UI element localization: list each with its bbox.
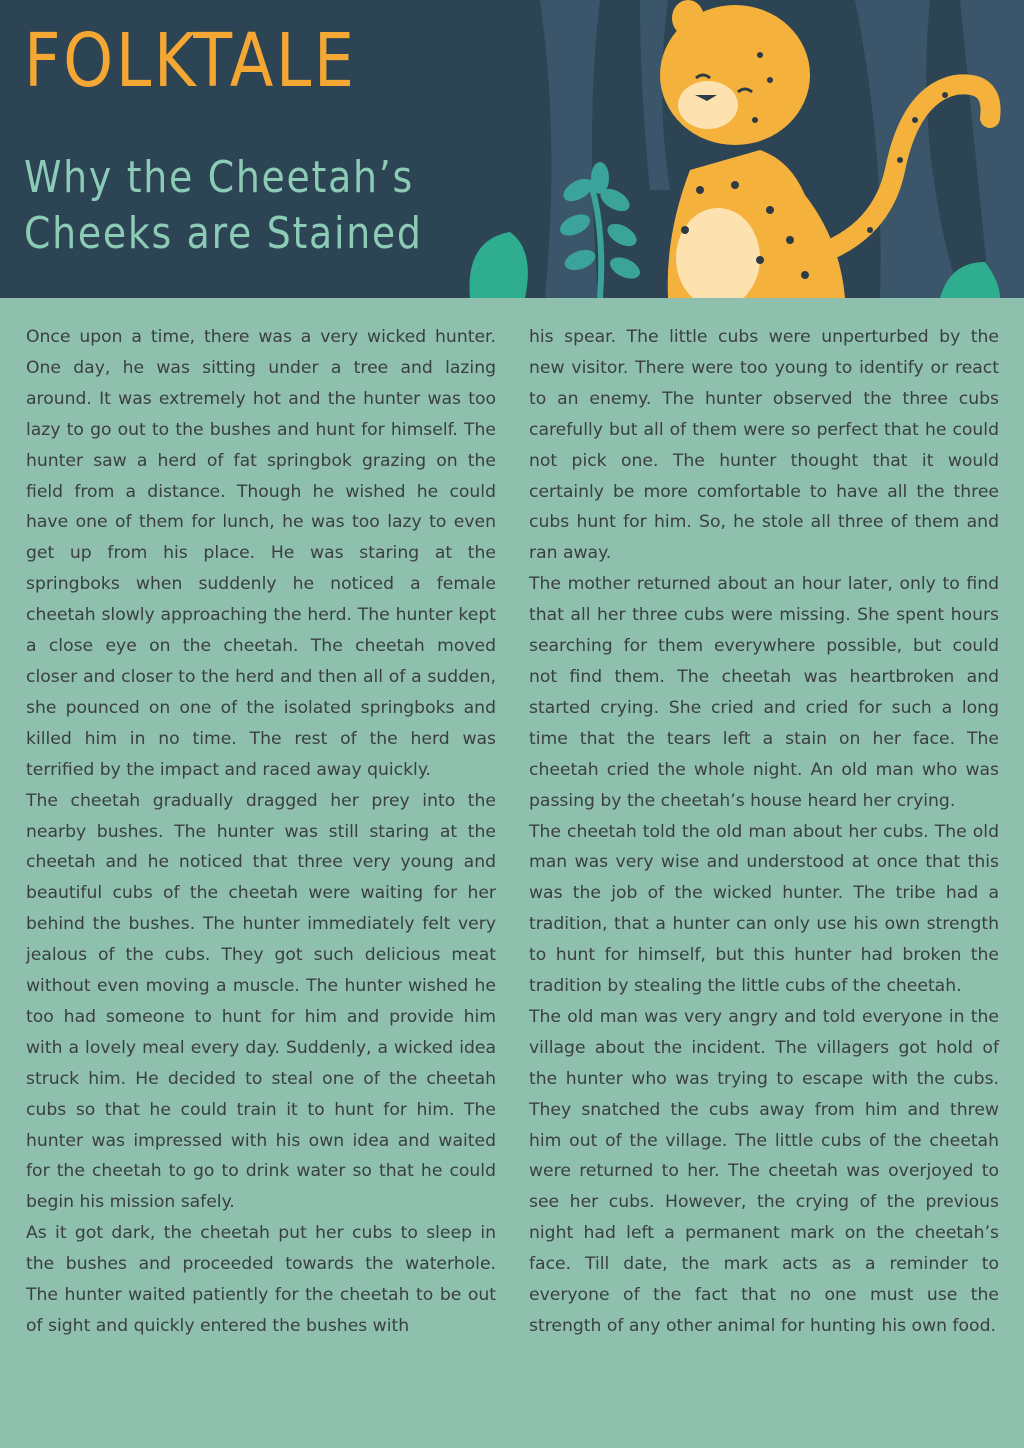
story-paragraph: As it got dark, the cheetah put her cubs to sleep in the bushes and proceeded towards the waterhole. The hunter waited patiently for the cheetah to be out of sight and quickly entered the bushes with — [26, 1223, 496, 1336]
story-paragraph: his spear. The little cubs were unperturbed by the new visitor. There were too young to identify or react to an enemy. The hunter observed the three cubs carefully but all of them were so perfect that he could not pick one. The hunter thought that it would certainly be more comfortable to have all the three cubs hunt for him. So, he stole all three of them and ran away. — [529, 327, 999, 564]
subtitle-line-1: Why the Cheetah’s — [24, 152, 414, 203]
story-subtitle — [24, 150, 423, 262]
page-title: FOLKTALE — [24, 18, 357, 104]
header-banner — [0, 0, 1024, 298]
story-paragraph: The cheetah gradually dragged her prey into the nearby bushes. The hunter was still staring at the cheetah and he noticed that three very young and beautiful cubs of the cheetah were waiting for her behind the bushes. The hunter immediately felt very jealous of the cubs. They got such delicious meat without even moving a muscle. The hunter wished he too had someone to hunt for him and provide him with a lovely meal every day. Suddenly, a wicked idea struck him. He decided to steal one of the cheetah cubs so that he could train it to hunt for him. The hunter was impressed with his own idea and waited for the cheetah to go to drink water so that he could begin his mission safely. — [26, 790, 496, 1213]
story-paragraph: Once upon a time, there was a very wicked hunter. One day, he was sitting under a tree and lazing around. It was extremely hot and the hunter was too lazy to go out to the bushes and hunt for himself. The hunter saw a herd of fat springbok grazing on the field from a distance. Though he wished he could have one of them for lunch, he was too lazy to even get up from his place. He was staring at the springboks when suddenly he noticed a female cheetah slowly approaching the herd. The hunter kept a close eye on the cheetah. The cheetah moved closer and closer to the herd and then all of a sudden, she pounced on one of the isolated springboks and killed him in no time. The rest of the herd was terrified by the impact and raced away quickly. — [26, 327, 496, 780]
story-column-right — [529, 322, 999, 1342]
story-paragraph: The mother returned about an hour later, only to find that all her three cubs were missing. She spent hours searching for them everywhere possible, but could not find them. The cheetah was heartbroken and started crying. She cried and cried for such a long time that the tears left a stain on her face. The cheetah cried the whole night. An old man who was passing by the cheetah’s house heard her crying. — [529, 574, 999, 811]
story-paragraph: The old man was very angry and told everyone in the village about the incident. The villagers got hold of the hunter who was trying to escape with the cubs. They snatched the cubs away from him and threw him out of the village. The little cubs of the cheetah were returned to her. The cheetah was overjoyed to see her cubs. However, the crying of the previous night had left a permanent mark on the cheetah’s face. Till date, the mark acts as a reminder to everyone of the fact that no one must use the strength of any other animal for hunting his own food. — [529, 1006, 999, 1336]
subtitle-line-2: Cheeks are Stained — [24, 208, 423, 259]
story-paragraph: The cheetah told the old man about her cubs. The old man was very wise and understood at once that this was the job of the wicked hunter. The tribe had a tradition, that a hunter can only use his own strength to hunt for himself, but this hunter had broken the tradition by stealing the little cubs of the cheetah. — [529, 821, 999, 997]
story-column-left — [26, 322, 496, 1342]
